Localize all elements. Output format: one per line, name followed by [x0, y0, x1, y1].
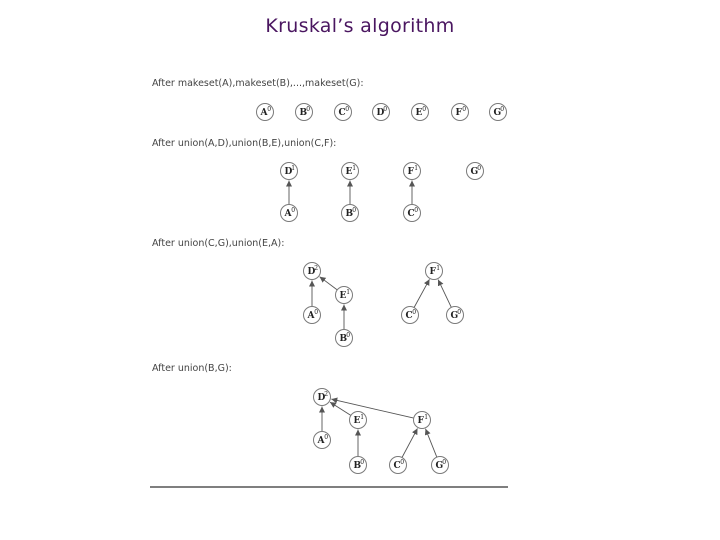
node-D	[373, 104, 390, 121]
node-letter: F	[417, 416, 424, 427]
node-A	[314, 432, 331, 449]
edge-C-to-F	[402, 428, 418, 457]
node-rank: 1	[291, 165, 296, 172]
node-letter: A	[317, 436, 325, 447]
node-letter: C	[407, 209, 415, 220]
node-A	[281, 205, 298, 222]
node-C	[390, 457, 407, 474]
stage-label: After union(A,D),union(B,E),union(C,F):	[152, 138, 337, 149]
edge-G-to-F	[438, 280, 451, 308]
node-letter: G	[493, 108, 502, 119]
node-G	[467, 163, 484, 180]
edge-E-to-D	[330, 402, 351, 415]
node-E	[350, 412, 367, 429]
node-E	[336, 287, 353, 304]
node-rank: 0	[324, 434, 329, 441]
node-rank: 1	[414, 165, 419, 172]
node-D	[304, 263, 321, 280]
stage-1	[152, 78, 507, 121]
node-rank: 0	[412, 309, 417, 316]
node-letter: A	[284, 209, 292, 220]
node-rank: 2	[314, 265, 319, 272]
stage-2	[152, 138, 484, 222]
node-A	[304, 307, 321, 324]
node-C	[335, 104, 352, 121]
node-rank: 0	[306, 106, 311, 113]
node-F	[426, 263, 443, 280]
node-rank: 0	[360, 459, 365, 466]
node-rank: 0	[345, 106, 350, 113]
node-rank: 1	[352, 165, 357, 172]
node-F	[414, 412, 431, 429]
node-letter: D	[307, 267, 316, 278]
node-G	[490, 104, 507, 121]
node-rank: 0	[442, 459, 447, 466]
node-D	[281, 163, 298, 180]
node-A	[257, 104, 274, 121]
node-E	[342, 163, 359, 180]
node-B	[342, 205, 359, 222]
edge-G-to-F	[426, 429, 437, 457]
stage-label: After union(C,G),union(E,A):	[152, 238, 285, 249]
node-letter: B	[339, 334, 348, 345]
stage-label: After union(B,G):	[152, 363, 232, 374]
node-rank: 0	[314, 309, 319, 316]
edge-E-to-D	[320, 277, 338, 290]
node-F	[452, 104, 469, 121]
node-letter: E	[415, 108, 423, 119]
edge-F-to-D	[331, 399, 413, 418]
node-letter: E	[353, 416, 361, 427]
node-rank: 0	[267, 106, 272, 113]
node-letter: E	[345, 167, 353, 178]
node-B	[336, 330, 353, 347]
node-letter: C	[405, 311, 413, 322]
node-rank: 0	[352, 207, 357, 214]
node-rank: 0	[400, 459, 405, 466]
node-letter: B	[353, 461, 362, 472]
node-rank: 1	[436, 265, 441, 272]
node-letter: G	[435, 461, 444, 472]
node-B	[296, 104, 313, 121]
node-B	[350, 457, 367, 474]
node-letter: C	[338, 108, 346, 119]
node-letter: A	[307, 311, 315, 322]
stage-3	[152, 238, 464, 347]
node-letter: F	[407, 167, 414, 178]
node-rank: 0	[422, 106, 427, 113]
node-rank: 0	[477, 165, 482, 172]
slide-title: Kruskal’s algorithm	[265, 15, 455, 37]
node-rank: 0	[346, 332, 351, 339]
node-rank: 0	[383, 106, 388, 113]
node-letter: G	[470, 167, 479, 178]
node-letter: E	[339, 291, 347, 302]
node-rank: 2	[324, 391, 329, 398]
node-rank: 0	[291, 207, 296, 214]
stages-layer	[152, 78, 507, 474]
node-letter: B	[345, 209, 354, 220]
node-letter: D	[284, 167, 293, 178]
node-E	[412, 104, 429, 121]
node-letter: G	[450, 311, 459, 322]
node-G	[432, 457, 449, 474]
node-letter: C	[393, 461, 401, 472]
node-letter: D	[376, 108, 385, 119]
stage-label: After makeset(A),makeset(B),...,makeset(G):	[152, 78, 364, 89]
node-rank: 0	[462, 106, 467, 113]
edge-C-to-F	[414, 279, 429, 307]
node-letter: F	[429, 267, 436, 278]
node-rank: 0	[457, 309, 462, 316]
node-letter: F	[455, 108, 462, 119]
node-letter: B	[299, 108, 308, 119]
node-rank: 1	[424, 414, 429, 421]
stage-4	[152, 363, 449, 474]
node-F	[404, 163, 421, 180]
node-G	[447, 307, 464, 324]
node-D	[314, 389, 331, 406]
node-C	[402, 307, 419, 324]
node-rank: 0	[414, 207, 419, 214]
node-letter: A	[260, 108, 268, 119]
node-C	[404, 205, 421, 222]
node-letter: D	[317, 393, 326, 404]
node-rank: 1	[360, 414, 365, 421]
node-rank: 0	[500, 106, 505, 113]
node-rank: 1	[346, 289, 351, 296]
